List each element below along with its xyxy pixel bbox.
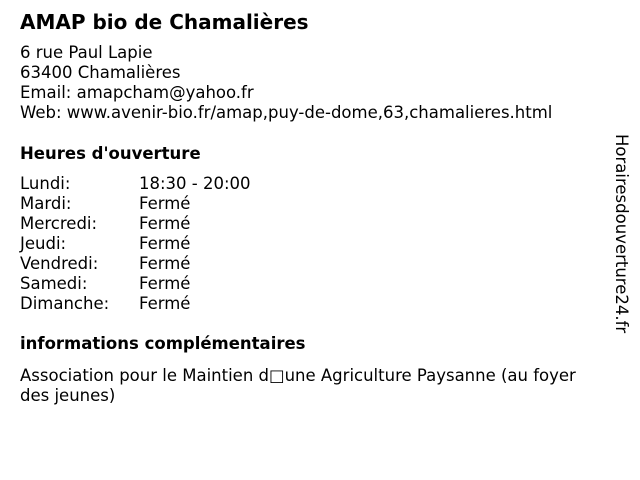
day-label: Mardi: <box>20 194 72 213</box>
day-label: Jeudi: <box>20 234 67 253</box>
street-address: 6 rue Paul Lapie <box>20 43 153 62</box>
hours-heading: Heures d'ouverture <box>20 144 201 163</box>
hours-row-friday <box>20 254 251 274</box>
hours-value: Fermé <box>139 234 191 253</box>
day-label: Dimanche: <box>20 294 110 313</box>
hours-row-tuesday <box>20 194 251 214</box>
hours-value: Fermé <box>139 194 191 213</box>
contact-block <box>20 43 552 123</box>
info-text: Association pour le Maintien d□une Agriculture Paysanne (au foyer des jeunes) <box>20 366 576 405</box>
hours-row-saturday <box>20 274 251 294</box>
hours-row-thursday <box>20 234 251 254</box>
hours-value: Fermé <box>139 254 191 273</box>
hours-row-monday <box>20 174 251 194</box>
hours-value: Fermé <box>139 294 191 313</box>
day-label: Vendredi: <box>20 254 99 273</box>
email-line: Email: amapcham@yahoo.fr <box>20 83 254 102</box>
hours-row-wednesday <box>20 214 251 234</box>
hours-table <box>20 174 251 314</box>
day-label: Samedi: <box>20 274 88 293</box>
hours-value: 18:30 - 20:00 <box>139 174 251 193</box>
city-address: 63400 Chamalières <box>20 63 181 82</box>
hours-value: Fermé <box>139 214 191 233</box>
hours-value: Fermé <box>139 274 191 293</box>
side-brand-text: Horairesdouverture24.fr <box>612 134 631 334</box>
hours-row-sunday <box>20 294 251 314</box>
info-heading: informations complémentaires <box>20 334 306 353</box>
page-title: AMAP bio de Chamalières <box>20 10 309 34</box>
day-label: Mercredi: <box>20 214 98 233</box>
web-line: Web: www.avenir-bio.fr/amap,puy-de-dome,63,chamalieres.html <box>20 103 553 122</box>
day-label: Lundi: <box>20 174 71 193</box>
